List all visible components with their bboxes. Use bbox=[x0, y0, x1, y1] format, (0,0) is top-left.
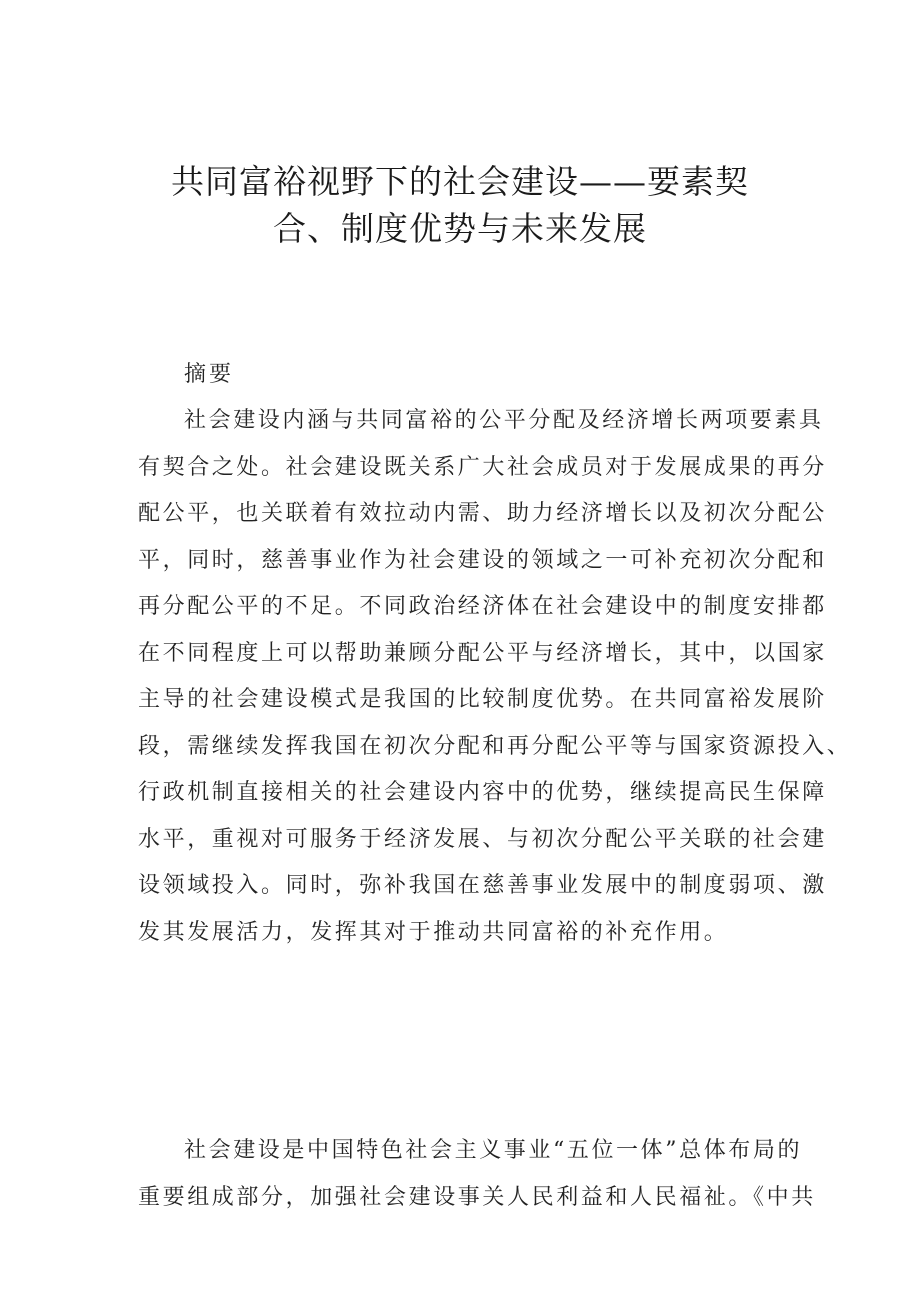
abstract-line: 社会建设内涵与共同富裕的公平分配及经济增长两项要素具 bbox=[184, 408, 824, 433]
title-line-2: 合、制度优势与未来发展 bbox=[273, 209, 647, 248]
body-line: 社会建设是中国特色社会主义事业“五位一体”总体布局的 bbox=[184, 1138, 803, 1163]
abstract-line: 发其发展活力，发挥其对于推动共同富裕的补充作用。 bbox=[138, 919, 729, 945]
body-paragraph bbox=[138, 1128, 816, 1221]
abstract-line: 再分配公平的不足。不同政治经济体在社会建设中的制度安排都 bbox=[138, 594, 827, 619]
abstract-line: 在不同程度上可以帮助兼顾分配公平与经济增长，其中，以国家 bbox=[138, 640, 827, 666]
abstract-line: 段，需继续发挥我国在初次分配和再分配公平等与国家资源投入、 bbox=[138, 733, 852, 759]
document-title bbox=[150, 158, 770, 252]
abstract-line: 有契合之处。社会建设既关系广大社会成员对于发展成果的再分 bbox=[138, 454, 827, 480]
abstract-line: 设领域投入。同时，弥补我国在慈善事业发展中的制度弱项、激 bbox=[138, 873, 827, 898]
abstract-paragraph bbox=[138, 398, 852, 956]
abstract-line: 主导的社会建设模式是我国的比较制度优势。在共同富裕发展阶 bbox=[138, 687, 827, 712]
title-line-1: 共同富裕视野下的社会建设——要素契 bbox=[171, 162, 749, 201]
abstract-line: 平，同时，慈善事业作为社会建设的领域之一可补充初次分配和 bbox=[138, 547, 827, 573]
abstract-line: 水平，重视对可服务于经济发展、与初次分配公平关联的社会建 bbox=[138, 826, 827, 852]
abstract-heading: 摘要 bbox=[184, 362, 235, 387]
body-line: 重要组成部分，加强社会建设事关人民利益和人民福祉。《中共 bbox=[138, 1184, 816, 1210]
abstract-line: 行政机制直接相关的社会建设内容中的优势，继续提高民生保障 bbox=[138, 780, 827, 805]
abstract-line: 配公平，也关联着有效拉动内需、助力经济增长以及初次分配公 bbox=[138, 501, 827, 526]
